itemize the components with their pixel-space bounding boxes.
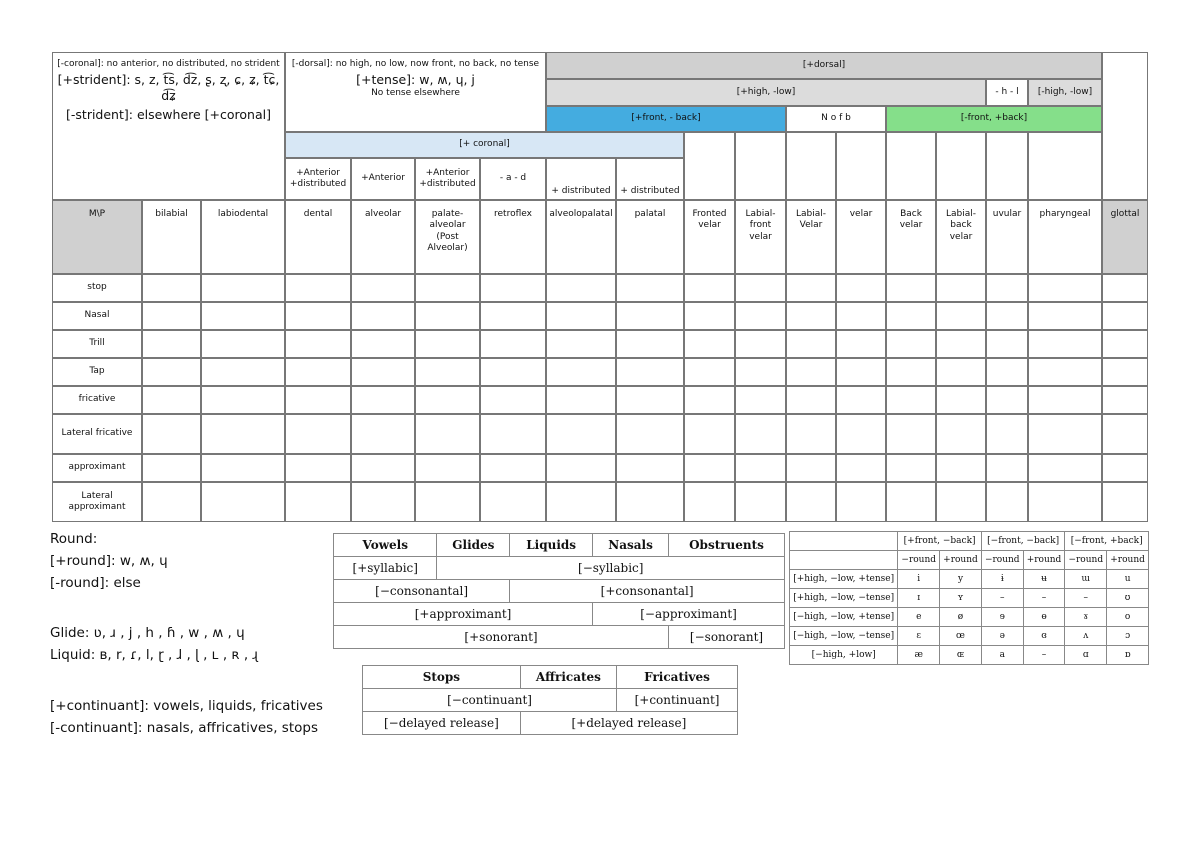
class-feature-table [333,533,785,649]
chart-cell [480,454,546,482]
round-label: +round [1107,551,1149,570]
chart-cell [986,414,1028,454]
chart-cell [936,302,986,330]
chart-cell [201,330,285,358]
col-header-16: pharyngeal [1028,200,1102,274]
chart-cell [836,274,886,302]
chart-cell [616,358,684,386]
h-l-header: - h - l [986,79,1028,106]
chart-cell [616,482,684,522]
continuant-plus-cell: [+continuant] [617,689,738,712]
chart-cell [886,358,936,386]
chart-cell [684,482,735,522]
chart-cell [684,358,735,386]
chart-cell [986,482,1028,522]
header-blank [786,132,836,200]
chart-cell [1028,414,1102,454]
chart-cell [480,414,546,454]
chart-cell [546,482,616,522]
chart-cell [986,274,1028,302]
chart-cell [616,414,684,454]
chart-cell [1102,454,1148,482]
chart-cell [936,482,986,522]
col-header-0: M\P [52,200,142,274]
sonorant-plus: [+sonorant] [334,626,669,649]
vowel-row-label: [+high, −low, −tense] [790,589,898,608]
vowel-symbol: ɵ [1023,608,1065,627]
subhead-2: +Anterior [351,158,415,200]
class-obstruents: Obstruents [669,534,785,557]
chart-cell [142,454,201,482]
chart-cell [836,454,886,482]
obs-stops: Stops [363,666,521,689]
chart-cell [142,386,201,414]
chart-cell [886,386,936,414]
class-liquids: Liquids [510,534,593,557]
col-header-14: Labial-back velar [936,200,986,274]
row-label-6: approximant [52,454,142,482]
chart-cell [351,358,415,386]
dorsal-note-line1: [-dorsal]: no high, no low, now front, no back, no tense [291,59,540,69]
chart-cell [786,358,836,386]
col-header-5: palate-alveolar (Post Alveolar) [415,200,480,274]
chart-cell [836,302,886,330]
chart-cell [201,482,285,522]
coronal-header: [+ coronal] [285,132,684,158]
chart-cell [201,454,285,482]
chart-cell [616,454,684,482]
chart-cell [415,482,480,522]
chart-cell [1028,274,1102,302]
chart-cell [201,274,285,302]
chart-cell [285,274,351,302]
delayed-release-plus: [+delayed release] [520,712,737,735]
col-header-12: velar [836,200,886,274]
vowel-symbol: ɘ [981,608,1023,627]
strident-minus: [-strident]: elsewhere [+coronal] [66,106,271,122]
vowel-symbol: ʏ [940,589,982,608]
chart-cell [285,482,351,522]
col-header-1: bilabial [142,200,201,274]
consonantal-minus: [−consonantal] [334,580,510,603]
vowel-group-1: [+front, −back] [898,532,982,551]
chart-cell [351,386,415,414]
header-blank [936,132,986,200]
chart-cell [201,358,285,386]
round-label: −round [1065,551,1107,570]
chart-cell [735,482,786,522]
vowel-symbol: o [1107,608,1149,627]
chart-cell [546,330,616,358]
chart-cell [351,330,415,358]
chart-cell [936,414,986,454]
vowel-symbol: œ [940,627,982,646]
subhead-6: + distributed [616,158,684,200]
vowel-symbol: a [981,646,1023,665]
syllabic-plus: [+syllabic] [334,557,437,580]
chart-cell [201,414,285,454]
chart-cell [1102,414,1148,454]
chart-cell [936,330,986,358]
vowel-row-label: [−high, −low, +tense] [790,608,898,627]
col-header-7: alveolopalatal [546,200,616,274]
chart-cell [936,358,986,386]
chart-cell [142,330,201,358]
chart-cell [415,302,480,330]
header-blank [886,132,936,200]
chart-cell [886,302,936,330]
chart-cell [684,330,735,358]
vowel-symbol: ɞ [1023,627,1065,646]
vowel-symbol: ɨ [981,570,1023,589]
coronal-note-line1: [-coronal]: no anterior, no distributed, no strident [57,59,280,69]
chart-cell [684,414,735,454]
col-header-2: labiodental [201,200,285,274]
chart-cell [285,330,351,358]
row-label-0: stop [52,274,142,302]
glide-note: Glide: ʋ, ɹ , j , h , ɦ , w , ʍ , ɥ [50,625,245,641]
header-blank [1028,132,1102,200]
chart-cell [616,274,684,302]
chart-cell [1102,330,1148,358]
chart-cell [836,358,886,386]
col-header-10: Labial-front velar [735,200,786,274]
liquid-note: Liquid: ʙ, r, ɾ, l, ɽ , ɺ , ɭ , ʟ , ʀ , ɻ [50,647,259,663]
chart-cell [480,482,546,522]
chart-cell [936,386,986,414]
chart-cell [735,414,786,454]
round-label: −round [981,551,1023,570]
chart-cell [142,482,201,522]
chart-cell [1028,330,1102,358]
subhead-5: + distributed [546,158,616,200]
chart-cell [415,414,480,454]
subhead-3: +Anterior +distributed [415,158,480,200]
high-low-header: [+high, -low] [546,79,986,106]
chart-cell [1028,482,1102,522]
class-nasals: Nasals [593,534,669,557]
chart-cell [415,358,480,386]
chart-cell [986,454,1028,482]
row-label-5: Lateral fricative [52,414,142,454]
round-plus: [+round]: w, ʍ, ɥ [50,553,168,569]
row-label-3: Tap [52,358,142,386]
chart-cell [351,414,415,454]
nofb-header: N o f b [786,106,886,132]
class-glides: Glides [437,534,510,557]
chart-cell [786,414,836,454]
vowel-symbol: – [1023,646,1065,665]
glottal-header-blank [1102,52,1148,200]
continuant-notes [50,695,323,739]
vowel-symbol: – [981,589,1023,608]
header-blank [836,132,886,200]
sonorant-minus: [−sonorant] [669,626,785,649]
vowel-symbol: ʉ [1023,570,1065,589]
vowel-symbol: ɛ [898,627,940,646]
chart-cell [886,274,936,302]
approximant-plus: [+approximant] [334,603,593,626]
dorsal-header: [+dorsal] [546,52,1102,79]
row-label-1: Nasal [52,302,142,330]
row-label-4: fricative [52,386,142,414]
col-header-3: dental [285,200,351,274]
consonantal-plus: [+consonantal] [510,580,785,603]
chart-cell [285,358,351,386]
row-label-7: Lateral approximant [52,482,142,522]
chart-cell [735,274,786,302]
chart-cell [142,274,201,302]
chart-cell [546,386,616,414]
header-blank [986,132,1028,200]
chart-cell [480,386,546,414]
chart-cell [986,302,1028,330]
chart-cell [415,454,480,482]
chart-cell [546,274,616,302]
vowel-symbol: ɪ [898,589,940,608]
vowel-symbol: ʌ [1065,627,1107,646]
chart-cell [786,386,836,414]
chart-cell [986,386,1028,414]
chart-cell [285,302,351,330]
chart-cell [886,330,936,358]
chart-cell [886,482,936,522]
round-notes [50,528,168,594]
high-low-neg-header: [-high, -low] [1028,79,1102,106]
col-header-11: Labial-Velar [786,200,836,274]
vowel-symbol: ɒ [1107,646,1149,665]
chart-cell [786,330,836,358]
vowel-symbol: ɑ [1065,646,1107,665]
chart-cell [786,274,836,302]
chart-cell [142,358,201,386]
subhead-1: +Anterior +distributed [285,158,351,200]
round-title: Round: [50,531,98,547]
vowel-symbol: ɯ [1065,570,1107,589]
chart-cell [201,386,285,414]
header-blank [735,132,786,200]
col-header-13: Back velar [886,200,936,274]
chart-cell [684,386,735,414]
chart-cell [351,274,415,302]
chart-cell [546,414,616,454]
chart-cell [480,330,546,358]
chart-cell [1028,302,1102,330]
chart-cell [546,454,616,482]
chart-cell [616,330,684,358]
chart-cell [684,274,735,302]
col-header-6: retroflex [480,200,546,274]
chart-cell [836,386,886,414]
chart-cell [886,414,936,454]
chart-cell [546,302,616,330]
chart-cell [351,482,415,522]
vowel-group-3: [−front, +back] [1065,532,1149,551]
chart-cell [735,358,786,386]
vowel-row-label: [−high, +low] [790,646,898,665]
vowel-symbol: æ [898,646,940,665]
obs-affricates: Affricates [520,666,616,689]
chart-cell [936,454,986,482]
chart-cell [735,386,786,414]
vowel-symbol: ɶ [940,646,982,665]
glide-liquid-notes [50,622,258,666]
chart-cell [415,330,480,358]
chart-cell [735,330,786,358]
vowel-corner-2 [790,551,898,570]
chart-cell [836,330,886,358]
col-header-9: Fronted velar [684,200,735,274]
col-header-17: glottal [1102,200,1148,274]
chart-cell [616,386,684,414]
chart-cell [480,274,546,302]
chart-cell [786,302,836,330]
chart-cell [285,414,351,454]
chart-cell [836,482,886,522]
chart-cell [1102,302,1148,330]
vowel-symbol: ʊ [1107,589,1149,608]
chart-cell [1102,358,1148,386]
chart-cell [684,454,735,482]
continuant-minus: [-continuant]: nasals, affricatives, stops [50,720,318,736]
delayed-release-minus: [−delayed release] [363,712,521,735]
round-label: −round [898,551,940,570]
vowel-row-label: [+high, −low, +tense] [790,570,898,589]
strident-plus: [+strident]: s, z, t͡s, d͡z, ʂ, ʐ, ɕ, ʑ, t͡ɕ, d͡ʑ [57,72,280,103]
chart-cell [1028,386,1102,414]
chart-cell [1028,358,1102,386]
approximant-minus: [−approximant] [593,603,785,626]
col-header-15: uvular [986,200,1028,274]
chart-cell [415,274,480,302]
chart-cell [142,414,201,454]
continuant-plus: [+continuant]: vowels, liquids, fricatives [50,698,323,714]
round-label: +round [1023,551,1065,570]
chart-cell [351,454,415,482]
chart-cell [285,454,351,482]
vowel-corner [790,532,898,551]
chart-cell [201,302,285,330]
vowel-symbol: ɔ [1107,627,1149,646]
chart-cell [1102,274,1148,302]
tense-none: No tense elsewhere [371,87,460,98]
chart-cell [1102,482,1148,522]
round-label: +round [940,551,982,570]
header-blank [684,132,735,200]
front-back-pos-header: [-front, +back] [886,106,1102,132]
chart-cell [836,414,886,454]
vowel-symbol: ø [940,608,982,627]
chart-cell [351,302,415,330]
vowel-row-label: [−high, −low, −tense] [790,627,898,646]
chart-cell [616,302,684,330]
obs-fricatives: Fricatives [617,666,738,689]
col-header-8: palatal [616,200,684,274]
chart-cell [480,302,546,330]
syllabic-minus: [−syllabic] [437,557,785,580]
coronal-note [52,52,285,200]
chart-cell [986,330,1028,358]
chart-cell [1028,454,1102,482]
obstruent-table [362,665,738,735]
chart-cell [684,302,735,330]
vowel-symbol: e [898,608,940,627]
row-label-2: Trill [52,330,142,358]
chart-cell [735,454,786,482]
vowel-symbol: ə [981,627,1023,646]
col-header-4: alveolar [351,200,415,274]
chart-cell [786,482,836,522]
vowel-table [789,531,1149,665]
class-vowels: Vowels [334,534,437,557]
chart-cell [886,454,936,482]
chart-cell [285,386,351,414]
vowel-group-2: [−front, −back] [981,532,1065,551]
dorsal-note [285,52,546,132]
chart-cell [786,454,836,482]
chart-cell [1102,386,1148,414]
chart-cell [142,302,201,330]
tense-plus: [+tense]: w, ʍ, ɥ, j [356,72,475,88]
chart-cell [546,358,616,386]
vowel-symbol: y [940,570,982,589]
vowel-symbol: ɤ [1065,608,1107,627]
round-minus: [-round]: else [50,575,141,591]
chart-cell [415,386,480,414]
chart-cell [480,358,546,386]
subhead-4: - a - d [480,158,546,200]
continuant-minus-cell: [−continuant] [363,689,617,712]
vowel-symbol: u [1107,570,1149,589]
front-back-header: [+front, - back] [546,106,786,132]
chart-cell [986,358,1028,386]
chart-cell [735,302,786,330]
vowel-symbol: i [898,570,940,589]
vowel-symbol: – [1023,589,1065,608]
chart-cell [936,274,986,302]
vowel-symbol: – [1065,589,1107,608]
